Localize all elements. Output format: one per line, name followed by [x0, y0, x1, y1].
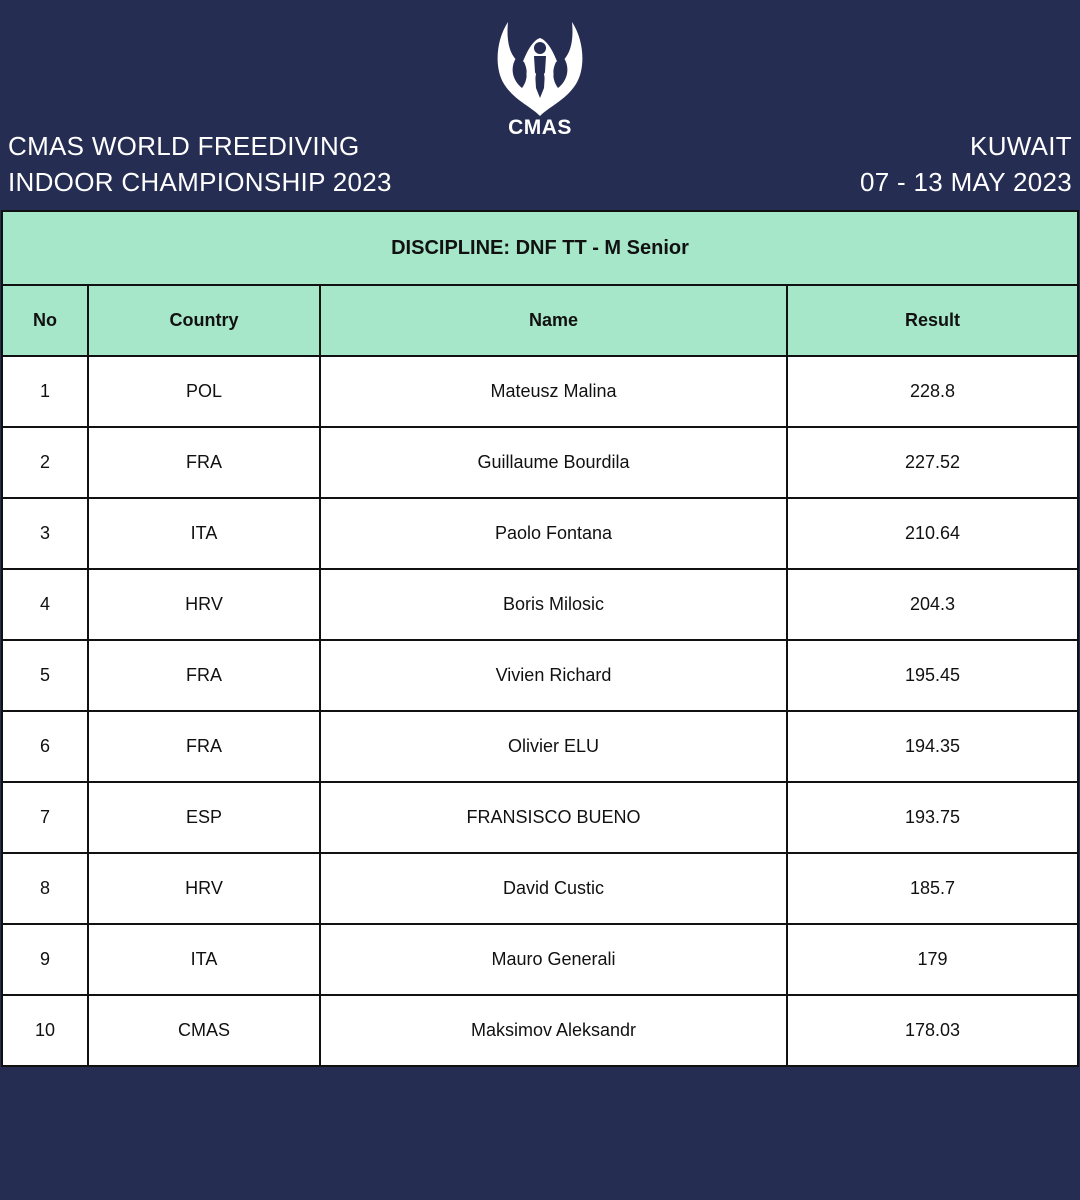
cell-name: Olivier ELU [320, 711, 787, 782]
cell-result: 179 [787, 924, 1078, 995]
logo-text: CMAS [508, 116, 572, 139]
title-line-1: CMAS WORLD FREEDIVING [8, 131, 360, 161]
cell-name: Mauro Generali [320, 924, 787, 995]
cell-country: HRV [88, 853, 320, 924]
cell-name: Paolo Fontana [320, 498, 787, 569]
discipline-title: DISCIPLINE: DNF TT - M Senior [2, 211, 1078, 285]
cell-country: ESP [88, 782, 320, 853]
dates: 07 - 13 MAY 2023 [860, 167, 1072, 197]
table-row [2, 995, 1078, 1066]
cell-no: 5 [2, 640, 88, 711]
column-header-country: Country [88, 285, 320, 356]
results-table [1, 210, 1079, 1067]
cell-name: Maksimov Aleksandr [320, 995, 787, 1066]
cell-name: FRANSISCO BUENO [320, 782, 787, 853]
cell-name: Vivien Richard [320, 640, 787, 711]
cell-country: HRV [88, 569, 320, 640]
table-row [2, 782, 1078, 853]
championship-title [8, 128, 392, 200]
cell-result: 210.64 [787, 498, 1078, 569]
cell-result: 178.03 [787, 995, 1078, 1066]
table-row [2, 569, 1078, 640]
page-header [0, 0, 1080, 210]
table-row [2, 924, 1078, 995]
cell-result: 194.35 [787, 711, 1078, 782]
table-row [2, 427, 1078, 498]
cell-country: POL [88, 356, 320, 427]
table-row [2, 356, 1078, 427]
cell-result: 195.45 [787, 640, 1078, 711]
title-line-2: INDOOR CHAMPIONSHIP 2023 [8, 167, 392, 197]
cell-result: 193.75 [787, 782, 1078, 853]
cell-country: ITA [88, 498, 320, 569]
cell-no: 1 [2, 356, 88, 427]
column-header-name: Name [320, 285, 787, 356]
cell-no: 9 [2, 924, 88, 995]
column-header-no: No [2, 285, 88, 356]
cell-name: Mateusz Malina [320, 356, 787, 427]
cell-name: Guillaume Bourdila [320, 427, 787, 498]
cell-result: 228.8 [787, 356, 1078, 427]
cell-result: 227.52 [787, 427, 1078, 498]
event-location-dates [860, 128, 1072, 200]
cell-name: Boris Milosic [320, 569, 787, 640]
cell-country: FRA [88, 640, 320, 711]
cell-country: FRA [88, 711, 320, 782]
cell-name: David Custic [320, 853, 787, 924]
cell-result: 204.3 [787, 569, 1078, 640]
cell-no: 2 [2, 427, 88, 498]
cell-no: 10 [2, 995, 88, 1066]
table-header-row [2, 285, 1078, 356]
cell-no: 3 [2, 498, 88, 569]
column-header-result: Result [787, 285, 1078, 356]
table-row [2, 498, 1078, 569]
cell-result: 185.7 [787, 853, 1078, 924]
cell-no: 7 [2, 782, 88, 853]
table-row [2, 853, 1078, 924]
cell-country: ITA [88, 924, 320, 995]
location: KUWAIT [970, 131, 1072, 161]
discipline-row [2, 211, 1078, 285]
cell-country: FRA [88, 427, 320, 498]
cell-no: 6 [2, 711, 88, 782]
cell-no: 8 [2, 853, 88, 924]
table-row [2, 640, 1078, 711]
cell-no: 4 [2, 569, 88, 640]
cell-country: CMAS [88, 995, 320, 1066]
table-row [2, 711, 1078, 782]
